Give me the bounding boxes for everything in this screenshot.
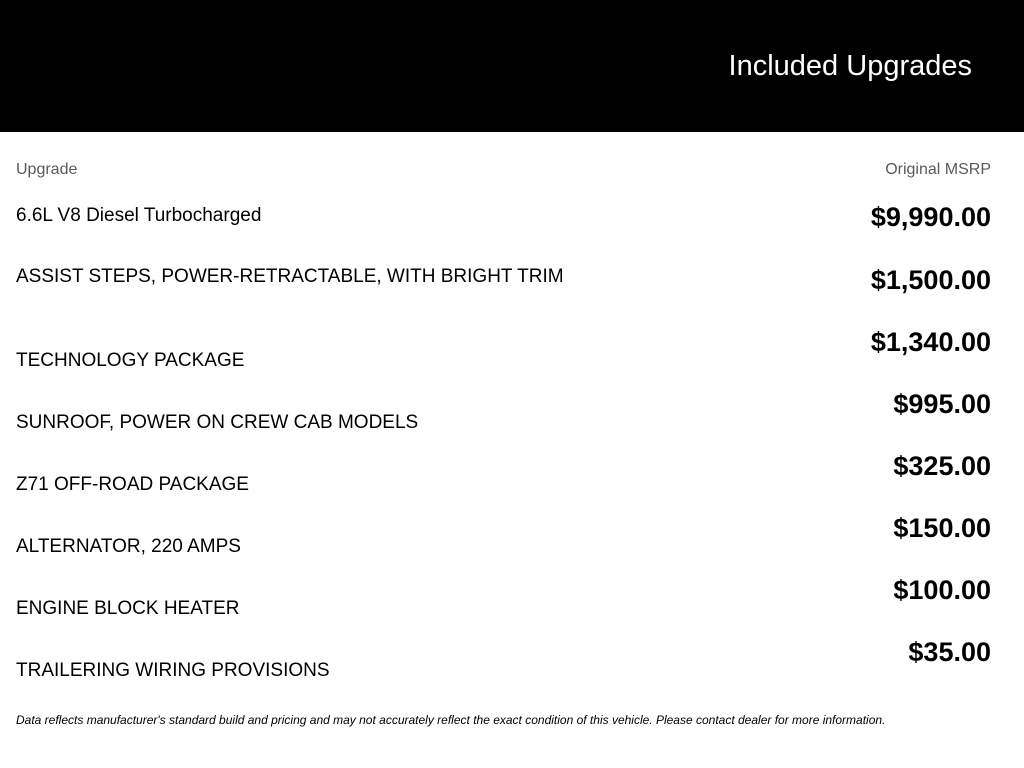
upgrade-price: $1,340.00 bbox=[870, 327, 991, 357]
upgrade-name: SUNROOF, POWER ON CREW CAB MODELS bbox=[16, 412, 419, 433]
upgrade-price: $100.00 bbox=[893, 575, 991, 605]
upgrade-name: Z71 OFF-ROAD PACKAGE bbox=[16, 474, 249, 495]
list-item bbox=[0, 449, 1024, 511]
upgrade-name: TECHNOLOGY PACKAGE bbox=[16, 350, 245, 371]
disclaimer-text: Data reflects manufacturer's standard build and pricing and may not accurately reflect the exact condition of this vehicle. Please contact dealer for more information. bbox=[16, 713, 886, 727]
upgrade-name: ALTERNATOR, 220 AMPS bbox=[16, 536, 241, 557]
msrp-column-header: Original MSRP bbox=[885, 161, 991, 178]
upgrade-name: TRAILERING WIRING PROVISIONS bbox=[16, 660, 330, 681]
page-header bbox=[0, 0, 1024, 132]
list-item bbox=[0, 635, 1024, 697]
upgrade-price: $150.00 bbox=[893, 513, 991, 543]
upgrade-price: $995.00 bbox=[893, 389, 991, 419]
list-item bbox=[0, 325, 1024, 387]
upgrade-price: $1,500.00 bbox=[870, 265, 991, 295]
page-title: Included Upgrades bbox=[728, 50, 972, 82]
upgrade-name: ASSIST STEPS, POWER-RETRACTABLE, WITH BRIGHT TRIM bbox=[16, 266, 564, 287]
list-item bbox=[0, 200, 1024, 263]
list-item bbox=[0, 263, 1024, 325]
upgrade-price: $35.00 bbox=[908, 637, 991, 667]
upgrade-price: $325.00 bbox=[893, 451, 991, 481]
upgrade-name: ENGINE BLOCK HEATER bbox=[16, 598, 240, 619]
list-item bbox=[0, 573, 1024, 635]
list-item bbox=[0, 387, 1024, 449]
upgrade-name: 6.6L V8 Diesel Turbocharged bbox=[16, 205, 262, 226]
list-item bbox=[0, 511, 1024, 573]
upgrades-list bbox=[0, 200, 1024, 697]
upgrade-price: $9,990.00 bbox=[870, 202, 991, 232]
upgrade-column-header: Upgrade bbox=[16, 161, 78, 178]
